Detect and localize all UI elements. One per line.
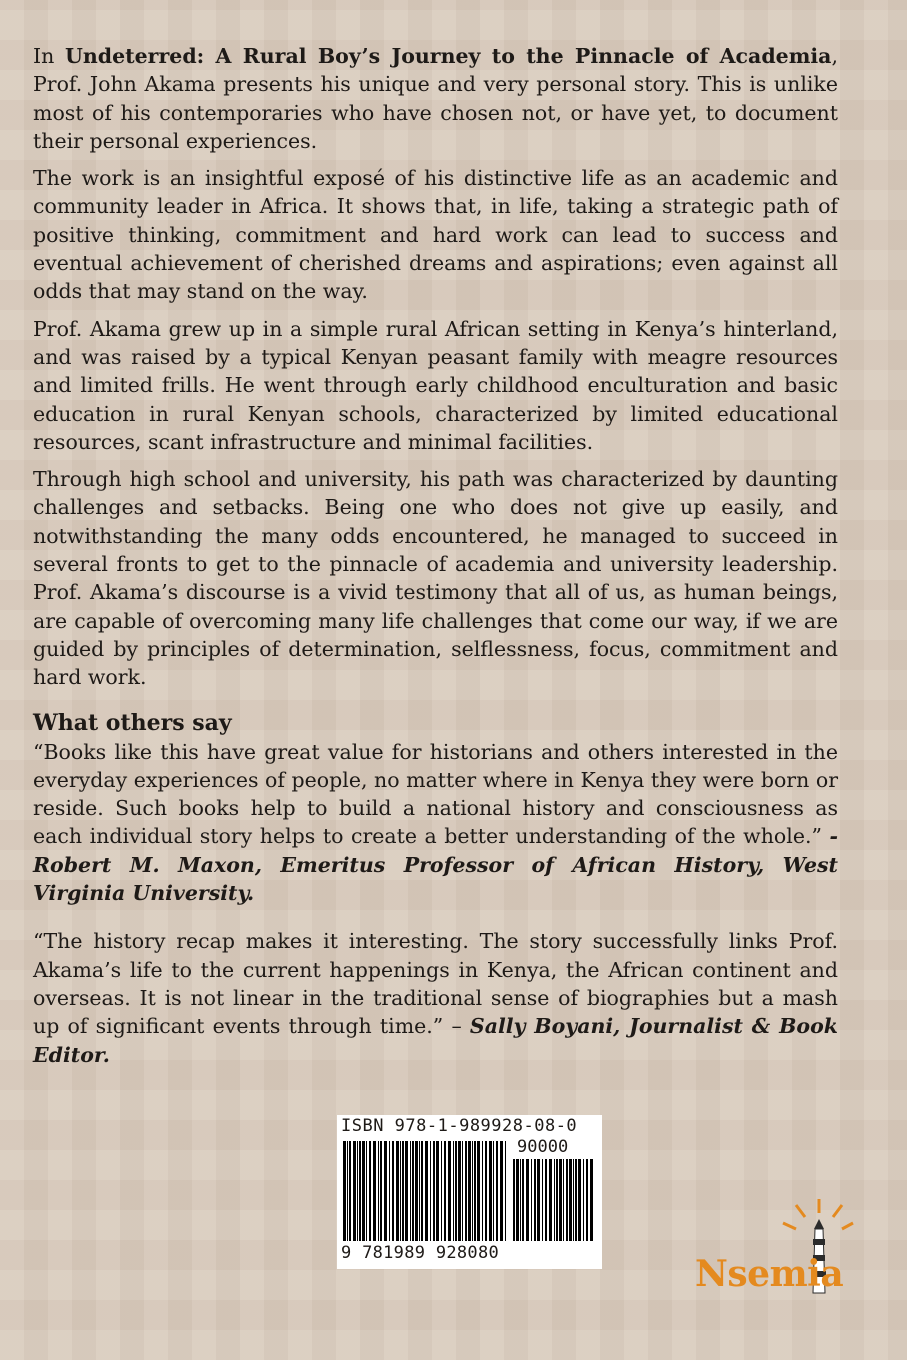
- body-paragraph: The work is an insightful exposé of his distinctive life as an academic and community leader in Africa. It shows that, in life, taking a strategic path of positive thinking, commitment and hard work can lead to success and eventual achievement of cherished dreams and aspirations; even against all odds that may stand on the way.: [33, 166, 838, 304]
- body-paragraph: Prof. Akama grew up in a simple rural African setting in Kenya’s hinterland, and was raised by a typical Kenyan peasant family with meagre resources and limited frills. He went through early childhood enculturation and basic education in rural Kenyan schools, characterized by limited educational resources, scant infrastructure and minimal facilities.: [33, 316, 838, 454]
- addon-digits: 90000: [517, 1137, 569, 1157]
- body-paragraph: Through high school and university, his path was characterized by daunting challenges and setbacks. Being one who does not give up easily, and notwithstanding the many odds encountered, he managed to succeed in several fronts to get to the pinnacle of academia and university leadership. Prof. Akama’s discourse is a vivid testimony that all of us, as human beings, are capable of overcoming many life challenges that come our way, if we are guided by principles of determination, selflessness, focus, commitment and hard work.: [33, 467, 838, 690]
- review-quote: “The history recap makes it interesting. The story successfully links Prof. Akama’s life to the current happenings in Kenya, the African continent and overseas. It is not linear in the traditional sense of biographies but a mash up of significant events through time.” – Sally Boyani, Journalist & Book Editor.: [33, 929, 838, 1067]
- ean-bars-icon: [343, 1141, 508, 1245]
- isbn-barcode: [337, 1115, 602, 1269]
- reviews-heading: What others say: [33, 709, 232, 736]
- ean-digits: 9 781989 928080: [341, 1243, 500, 1263]
- addon-bars-icon: [513, 1159, 595, 1245]
- review-quote: “Books like this have great value for historians and others interested in the everyday experiences of people, no matter where in Kenya they were born or reside. Such books help to build a national history and consciousness as each individual story helps to create a better understanding of the whole.” - Robert M. Maxon, Emeritus Professor of African History, West Virginia University.: [33, 739, 838, 906]
- publisher-name: Nsemia: [695, 1253, 844, 1295]
- publisher-logo: [695, 1195, 855, 1305]
- review-attribution: - Robert M. Maxon, Emeritus Professor of African History, West Virginia University.: [33, 824, 838, 906]
- isbn-label: ISBN 978-1-989928-08-0: [341, 1116, 578, 1136]
- back-cover-text: [33, 42, 838, 1078]
- intro-paragraph: In Undeterred: A Rural Boy’s Journey to the Pinnacle of Academia, Prof. John Akama presents his unique and very personal story. This is unlike most of his contemporaries who have chosen not, or have yet, to document their personal experiences.: [33, 44, 838, 153]
- book-title: Undeterred: A Rural Boy’s Journey to the Pinnacle of Academia: [65, 44, 832, 68]
- review-attribution: Sally Boyani, Journalist & Book Editor.: [33, 1014, 838, 1067]
